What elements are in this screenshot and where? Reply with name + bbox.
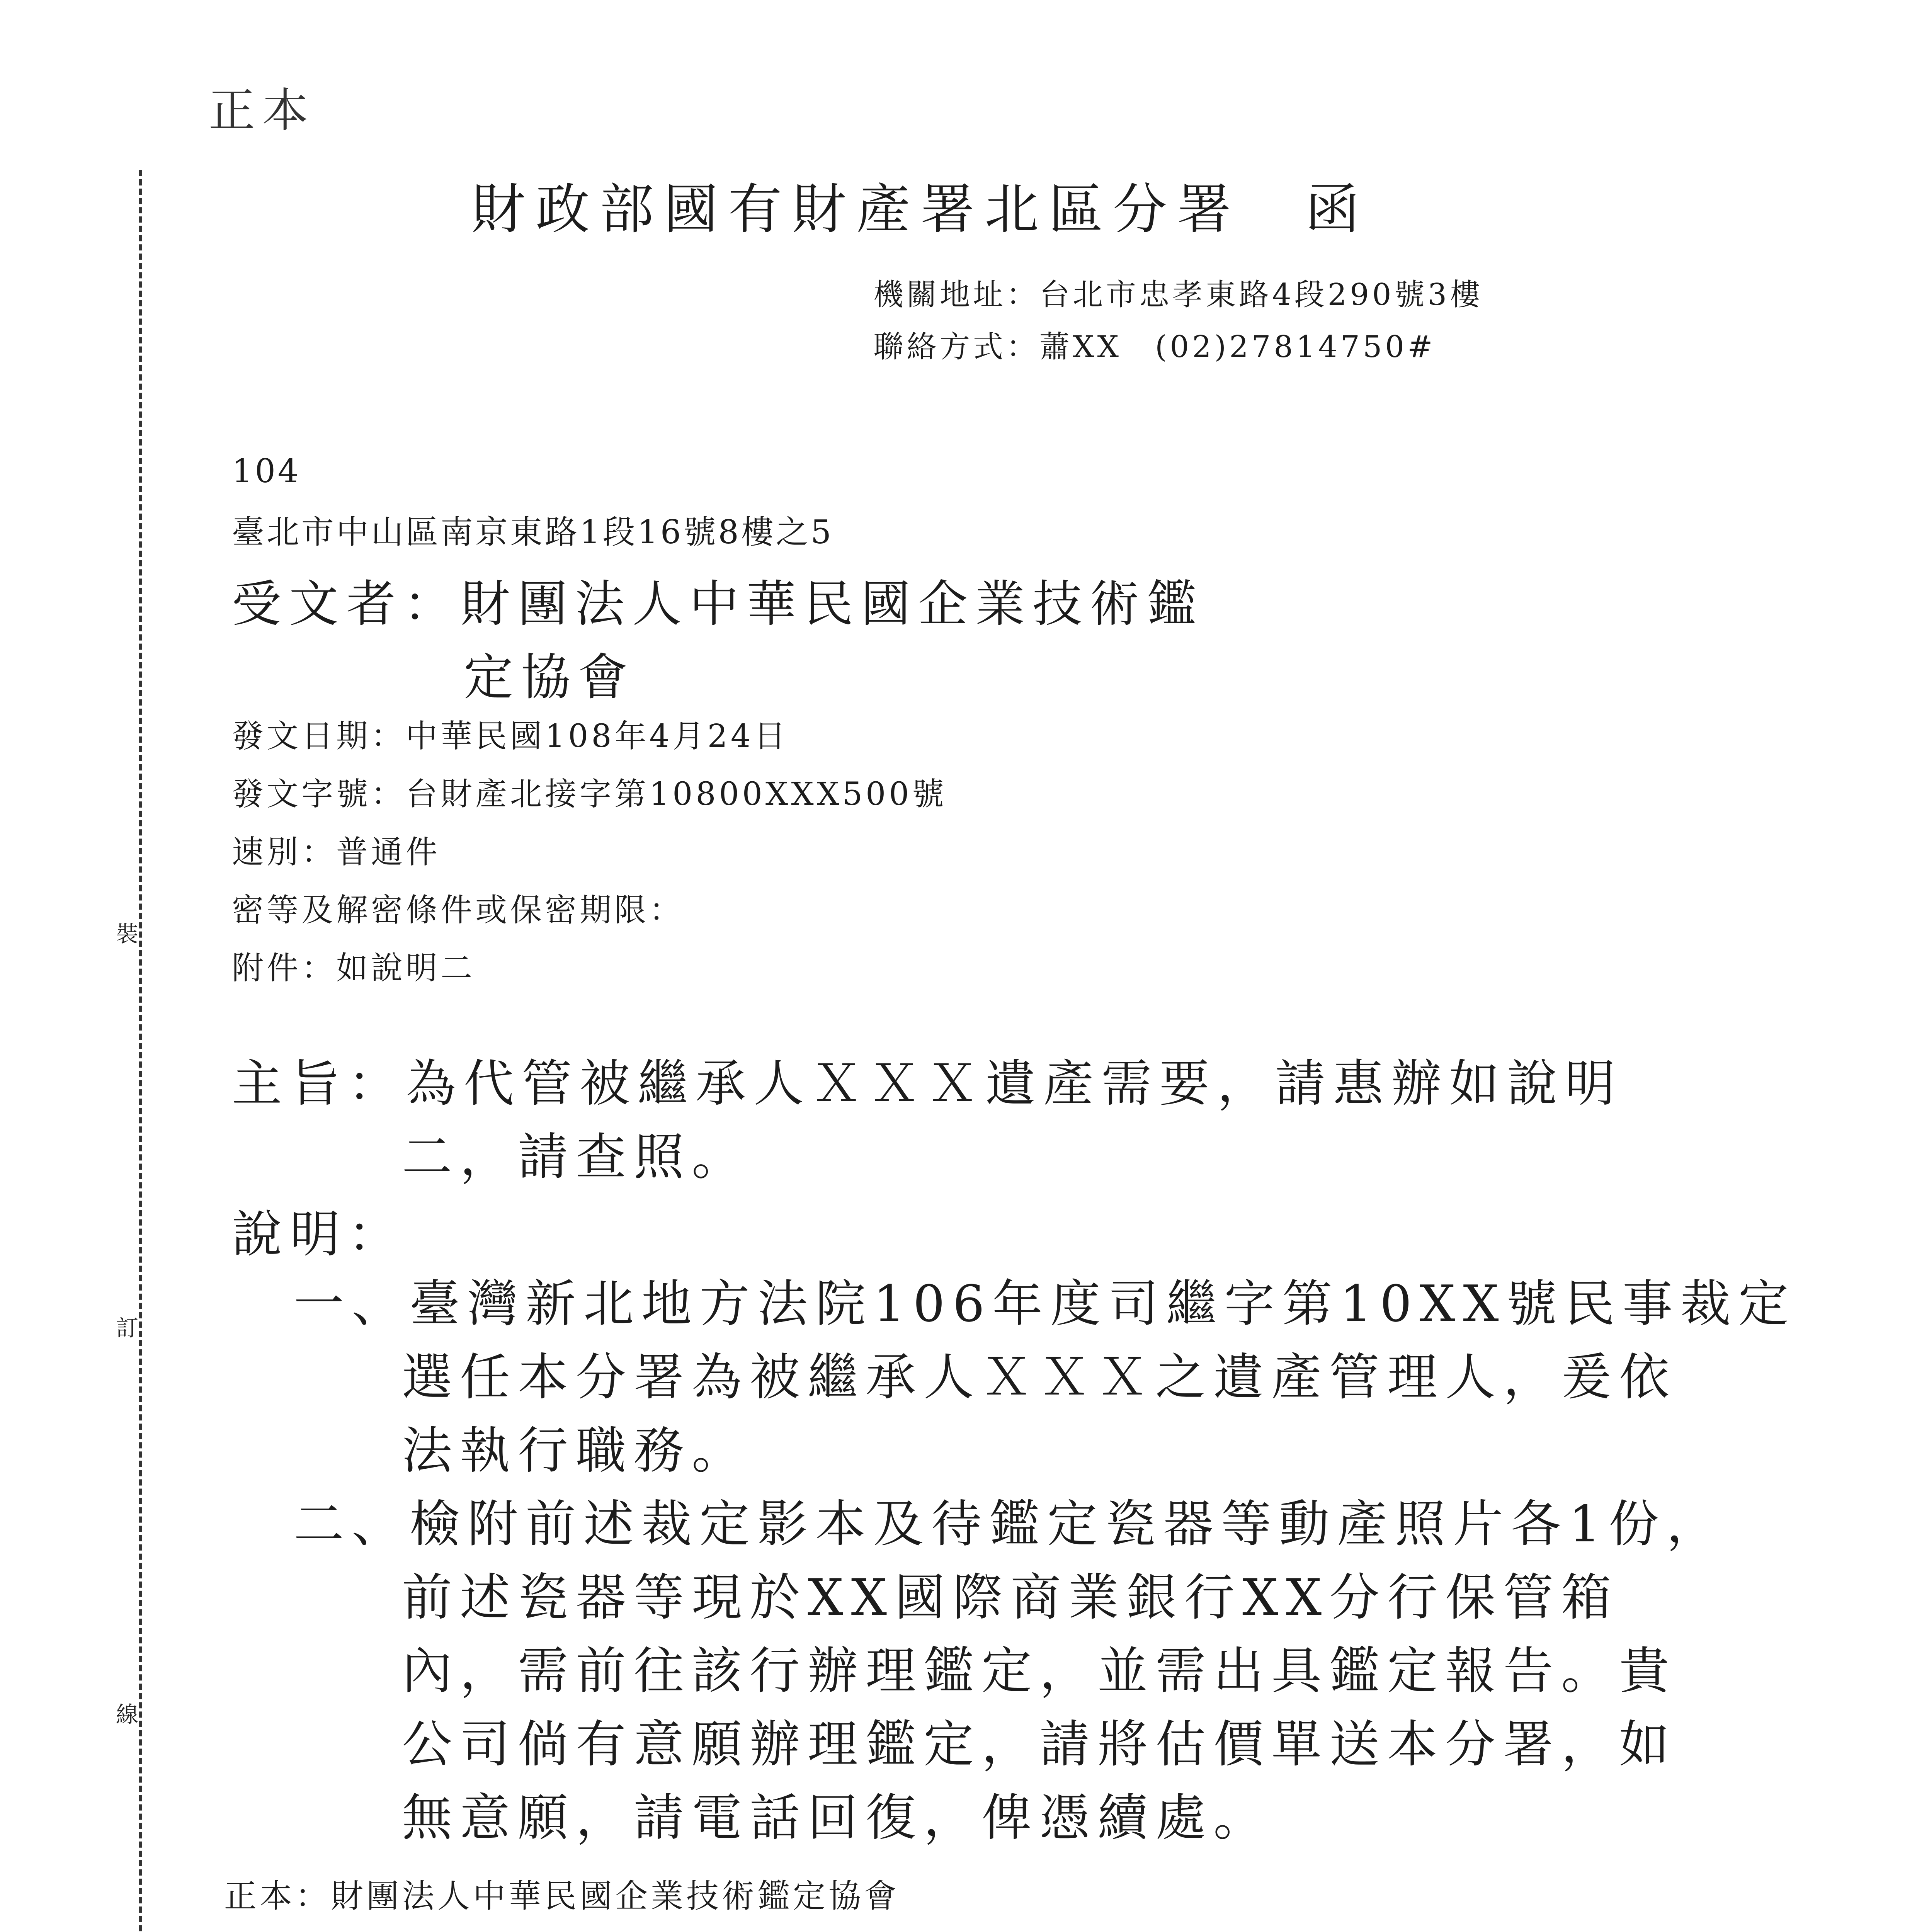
explanation-item-2-line: 內，需前往該行辦理鑑定，並需出具鑑定報告。貴 [402, 1641, 1677, 1700]
binding-line [139, 170, 142, 1932]
agency-address: 機關地址：台北市忠孝東路4段290號3樓 [873, 277, 1483, 312]
binding-mark-xian: 線 [116, 1692, 138, 1733]
attachments: 附件：如說明二 [232, 950, 476, 986]
explanation-item-2-line: 前述瓷器等現於XX國際商業銀行XX分行保管箱 [402, 1568, 1619, 1627]
recipient-name-line1: 受文者：財團法人中華民國企業技術鑑 [232, 575, 1204, 633]
document-number: 發文字號：台財產北接字第10800XXX500號 [232, 776, 947, 813]
binding-mark-ding: 訂 [116, 1306, 138, 1346]
explanation-item-1-line: 一、臺灣新北地方法院106年度司繼字第10XX號民事裁定 [294, 1274, 1796, 1333]
binding-mark-zhuang: 裝 [116, 912, 138, 952]
recipient-address: 臺北市中山區南京東路1段16號8樓之5 [232, 513, 834, 551]
subject-line: 主旨：為代管被繼承人ＸＸＸ遺產需要，請惠辦如說明 [232, 1054, 1623, 1113]
delivery-speed: 速別：普通件 [232, 834, 441, 871]
issue-date: 發文日期：中華民國108年4月24日 [232, 718, 789, 755]
contact-info: 聯絡方式：蕭XX (02)27814750# [873, 330, 1436, 364]
explanation-item-2-line: 公司倘有意願辦理鑑定，請將估價單送本分署，如 [402, 1715, 1677, 1774]
explanation-label: 說明： [232, 1205, 406, 1264]
explanation-item-2-line: 二、檢附前述裁定影本及待鑑定瓷器等動產照片各1份， [294, 1495, 1725, 1553]
explanation-item-1-line: 法執行職務。 [402, 1421, 750, 1480]
explanation-item-2-line: 無意願，請電話回復，俾憑續處。 [402, 1788, 1272, 1847]
recipient-name-line2: 定協會 [464, 649, 636, 706]
explanation-item-1-line: 選任本分署為被繼承人ＸＸＸ之遺產管理人，爰依 [402, 1348, 1677, 1406]
secrecy-level: 密等及解密條件或保密期限： [232, 892, 684, 929]
subject-line: 二，請查照。 [402, 1128, 750, 1186]
copy-mark: 正本 [209, 84, 315, 138]
original-recipient: 正本：財團法人中華民國企業技術鑑定協會 [224, 1877, 900, 1915]
document-title: 財政部國有財產署北區分署 函 [471, 178, 1370, 241]
recipient-zip: 104 [232, 452, 301, 490]
